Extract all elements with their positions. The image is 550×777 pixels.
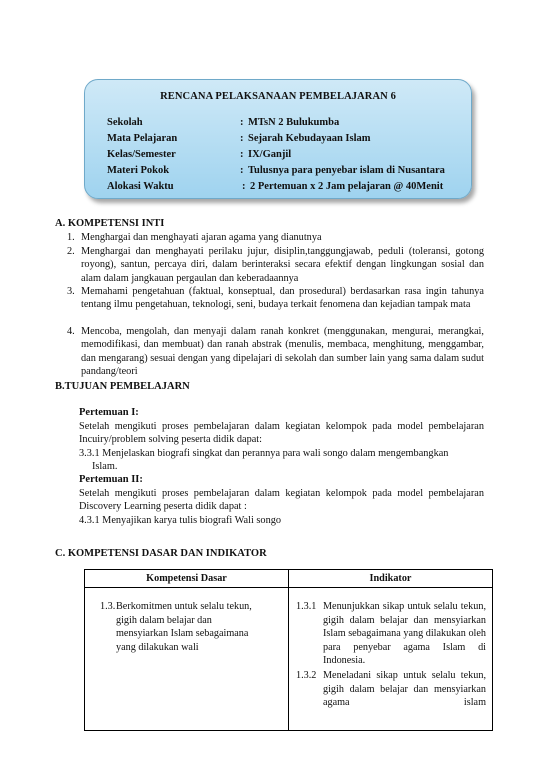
list-number: 4. — [67, 326, 75, 337]
table-row — [85, 588, 493, 731]
section-c-heading: C. KOMPETENSI DASAR DAN INDIKATOR — [55, 548, 267, 559]
kd-number: 1.3. — [100, 601, 116, 612]
list-text: Menghargai dan menghayati perilaku jujur, disiplin,tanggungjawab, peduli (toleransi, gotong royong), santun, percaya diri, dalam berinteraksi secara efektif dengan lingkungan sosial dan alam dalam jangkauan pergaulan dan keberadaannya — [81, 246, 484, 284]
meeting-1-goal: 3.3.1 Menjelaskan biografi singkat dan perannya para wali songo dalam mengembangkan — [79, 448, 449, 459]
info-value: Sejarah Kebudayaan Islam — [248, 133, 371, 144]
kd-text: Berkomitmen untuk selalu tekun, gigih dalam belajar dan mensyiarkan Islam sebagaimana yang dilakukan wali — [116, 601, 252, 653]
section-a-heading: A. KOMPETENSI INTI — [55, 218, 165, 229]
list-text: Menghargai dan menghayati ajaran agama yang dianutnya — [81, 232, 322, 243]
meeting-1-title: Pertemuan I: — [79, 407, 139, 418]
list-text: Mencoba, mengolah, dan menyaji dalam ranah konkret (menggunakan, mengurai, merangkai, memodifikasi, dan membuat) dan ranah abstrak (menulis, membaca, menghitung, menggambar, dan mengarang) sesuai dengan yang dipelajari di sekolah dan sumber lain yang sama dalam sudut pandang/teori — [81, 326, 484, 378]
col-header-indicator: Indikator — [289, 570, 493, 588]
info-colon: : — [240, 165, 244, 176]
info-value: MTsN 2 Bulukumba — [248, 117, 340, 128]
col-header-kd: Kompetensi Dasar — [85, 570, 289, 588]
table-header-row — [85, 570, 493, 588]
info-value: 2 Pertemuan x 2 Jam pelajaran @ 40Menit — [250, 181, 444, 192]
list-number: 2. — [67, 246, 75, 257]
list-number: 1. — [67, 232, 75, 243]
meeting-2-title: Pertemuan II: — [79, 474, 143, 485]
kd-cell — [85, 588, 289, 731]
info-label: Alokasi Waktu — [107, 181, 174, 192]
info-label: Mata Pelajaran — [107, 133, 178, 144]
meeting-1-goal-cont: Islam. — [92, 461, 118, 472]
list-text: Memahami pengetahuan (faktual, konseptual, dan prosedural) berdasarkan rasa ingin tahunya tentang ilmu pengetahuan, teknologi, seni, budaya terkait fenomena dan kejadian tampak mata — [81, 286, 484, 311]
info-value: Tulusnya para penyebar islam di Nusantara — [248, 165, 445, 176]
info-label: Kelas/Semester — [107, 149, 176, 160]
meeting-2-text: Setelah mengikuti proses pembelajaran dalam kegiatan kelompok pada model pembelajaran Discovery Learning peserta didik dapat : — [79, 488, 484, 513]
indicator-text: Meneladani sikap untuk selalu tekun, gigih dalam belajar dan mensyiarkan agama islam — [323, 670, 486, 709]
section-b-heading: B.TUJUAN PEMBELAJARN — [55, 381, 190, 392]
info-value: IX/Ganjil — [248, 149, 292, 160]
info-colon: : — [240, 133, 244, 144]
rpp-header-box — [84, 79, 472, 199]
indicator-text: Menunjukkan sikap untuk selalu tekun, gigih dalam belajar dan mensyiarkan Islam sebagaimana yang dilakukan oleh para penyebar agama Islam di Indonesia. — [323, 601, 486, 667]
info-label: Sekolah — [107, 117, 143, 128]
rpp-title: RENCANA PELAKSANAAN PEMBELAJARAN 6 — [160, 91, 396, 102]
info-colon: : — [240, 117, 244, 128]
indicator-number: 1.3.2 — [296, 670, 317, 681]
info-label: Materi Pokok — [107, 165, 170, 176]
list-number: 3. — [67, 286, 75, 297]
competency-table — [84, 569, 493, 731]
indicator-cell — [289, 588, 493, 731]
meeting-2-goal: 4.3.1 Menyajikan karya tulis biografi Wali songo — [79, 515, 282, 526]
info-colon: : — [242, 181, 246, 192]
meeting-1-text: Setelah mengikuti proses pembelajaran dalam kegiatan kelompok pada model pembelajaran Incuiry/problem solving peserta didik dapat: — [79, 421, 484, 446]
info-colon: : — [240, 149, 244, 160]
indicator-number: 1.3.1 — [296, 601, 317, 612]
